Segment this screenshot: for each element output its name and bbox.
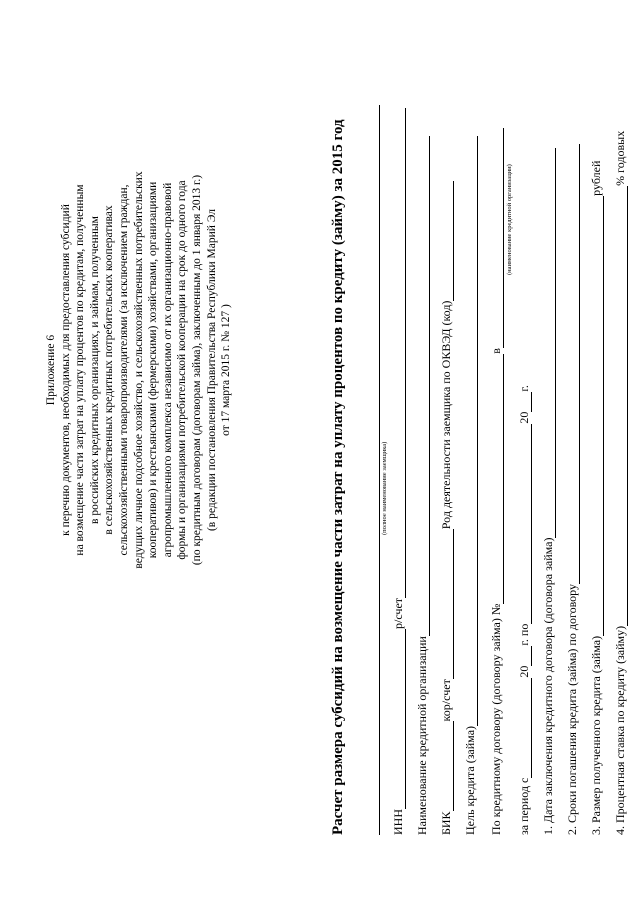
account-line	[392, 108, 406, 598]
bank-name-line	[416, 136, 430, 636]
period-row	[517, 385, 535, 835]
in-label: в	[489, 348, 503, 354]
appendix-line: Приложение 6	[45, 334, 57, 406]
year-a-line	[518, 646, 532, 666]
appendix-line: в сельскохозяйственных кредитных потребительских кооперативах	[103, 205, 116, 535]
bank-name-label: Наименование кредитной организации	[415, 636, 429, 835]
bank-line	[490, 128, 504, 348]
item3-row	[589, 161, 607, 835]
loan-contract-label: По кредитному договору (договору займа) №	[489, 603, 503, 835]
appendix-line: кооперативов) и крестьянскими (фермерскими) хозяйствами, организациями	[147, 181, 160, 559]
loan-purpose-row	[463, 136, 481, 835]
bank-caption: (наименование кредитной организации)	[506, 164, 513, 275]
item1-label: 1. Дата заключения кредитного договора (договора займа)	[541, 537, 555, 835]
appendix-line: (по кредитным договорам (договорам займа), заключенным до 1 января 2013 г.)	[190, 174, 203, 566]
appendix-line: в российских кредитных организациях, и займам, полученным	[88, 216, 101, 524]
year-prefix-a: 20	[517, 665, 531, 678]
appendix-line: (в редакции постановления Правительства Республики Марий Эл	[205, 208, 218, 532]
appendix-line: формы и организациями потребительской кооперации на срок до одного года	[176, 180, 189, 560]
account-label: р/счет	[391, 597, 405, 629]
appendix-line: ведущих личное подсобное хозяйство, и сельскохозяйственных потребительских	[132, 171, 145, 569]
item4-label: 4. Процентная ставка по кредиту (займу)	[613, 625, 627, 835]
loan-contract-line	[490, 354, 504, 604]
item2-row	[565, 144, 583, 835]
item2-label: 2. Сроки погашения кредита (займа) по договору	[565, 584, 579, 835]
item4-line	[614, 186, 628, 626]
document-title: Расчет размера субсидий на возмещение части затрат на уплату процентов по кредиту (займу) за 2015 год	[330, 119, 346, 835]
corr-account-label: кор/счет	[439, 679, 453, 722]
item3-label: 3. Размер полученного кредита (займа)	[589, 635, 603, 835]
period-to-line	[518, 424, 532, 624]
inn-line	[392, 629, 406, 809]
corr-account-line	[440, 529, 454, 679]
bik-label: БИК	[439, 811, 453, 835]
inn-label: ИНН	[391, 809, 405, 835]
appendix-line: от 17 марта 2015 г. № 127 )	[220, 304, 233, 436]
loan-purpose-label: Цель кредита (займа)	[463, 725, 477, 835]
appendix-line: к перечню документов, необходимых для предоставления субсидий	[59, 204, 72, 536]
item4-row	[613, 131, 631, 835]
appendix-line: на возмещение части затрат на уплату процентов по кредитам, полученным	[74, 184, 87, 556]
appendix-line: сельскохозяйственными товаропроизводителями (за исключением граждан,	[117, 184, 130, 556]
inn-row	[391, 108, 409, 835]
period-from-line	[518, 678, 532, 778]
okved-label: Род деятельности заемщика по ОКВЭД (код)	[439, 300, 453, 530]
item3-line	[590, 196, 604, 636]
okved-line	[440, 181, 454, 301]
appendix-line: агропромышленного комплекса независимо от их организационно-правовой	[161, 182, 174, 558]
percent-label: % годовых	[613, 130, 627, 186]
year-prefix-b: 20	[517, 411, 531, 424]
loan-purpose-line	[464, 136, 478, 726]
bik-row	[439, 181, 457, 835]
period-from-label: за период с	[517, 777, 531, 835]
bik-line	[440, 721, 454, 811]
item1-line	[542, 148, 556, 538]
appendix-header	[44, 135, 234, 605]
borrower-caption: (полное наименование заемщика)	[381, 441, 388, 535]
year-suffix: г.	[517, 385, 531, 392]
item2-line	[566, 144, 580, 584]
year-b-line	[518, 392, 532, 412]
loan-contract-row	[489, 128, 507, 835]
period-to-label: г. по	[517, 623, 531, 646]
rubles-label: рублей	[589, 160, 603, 196]
bank-name-row	[415, 136, 433, 835]
item1-row	[541, 148, 559, 835]
borrower-name-line	[366, 105, 380, 835]
